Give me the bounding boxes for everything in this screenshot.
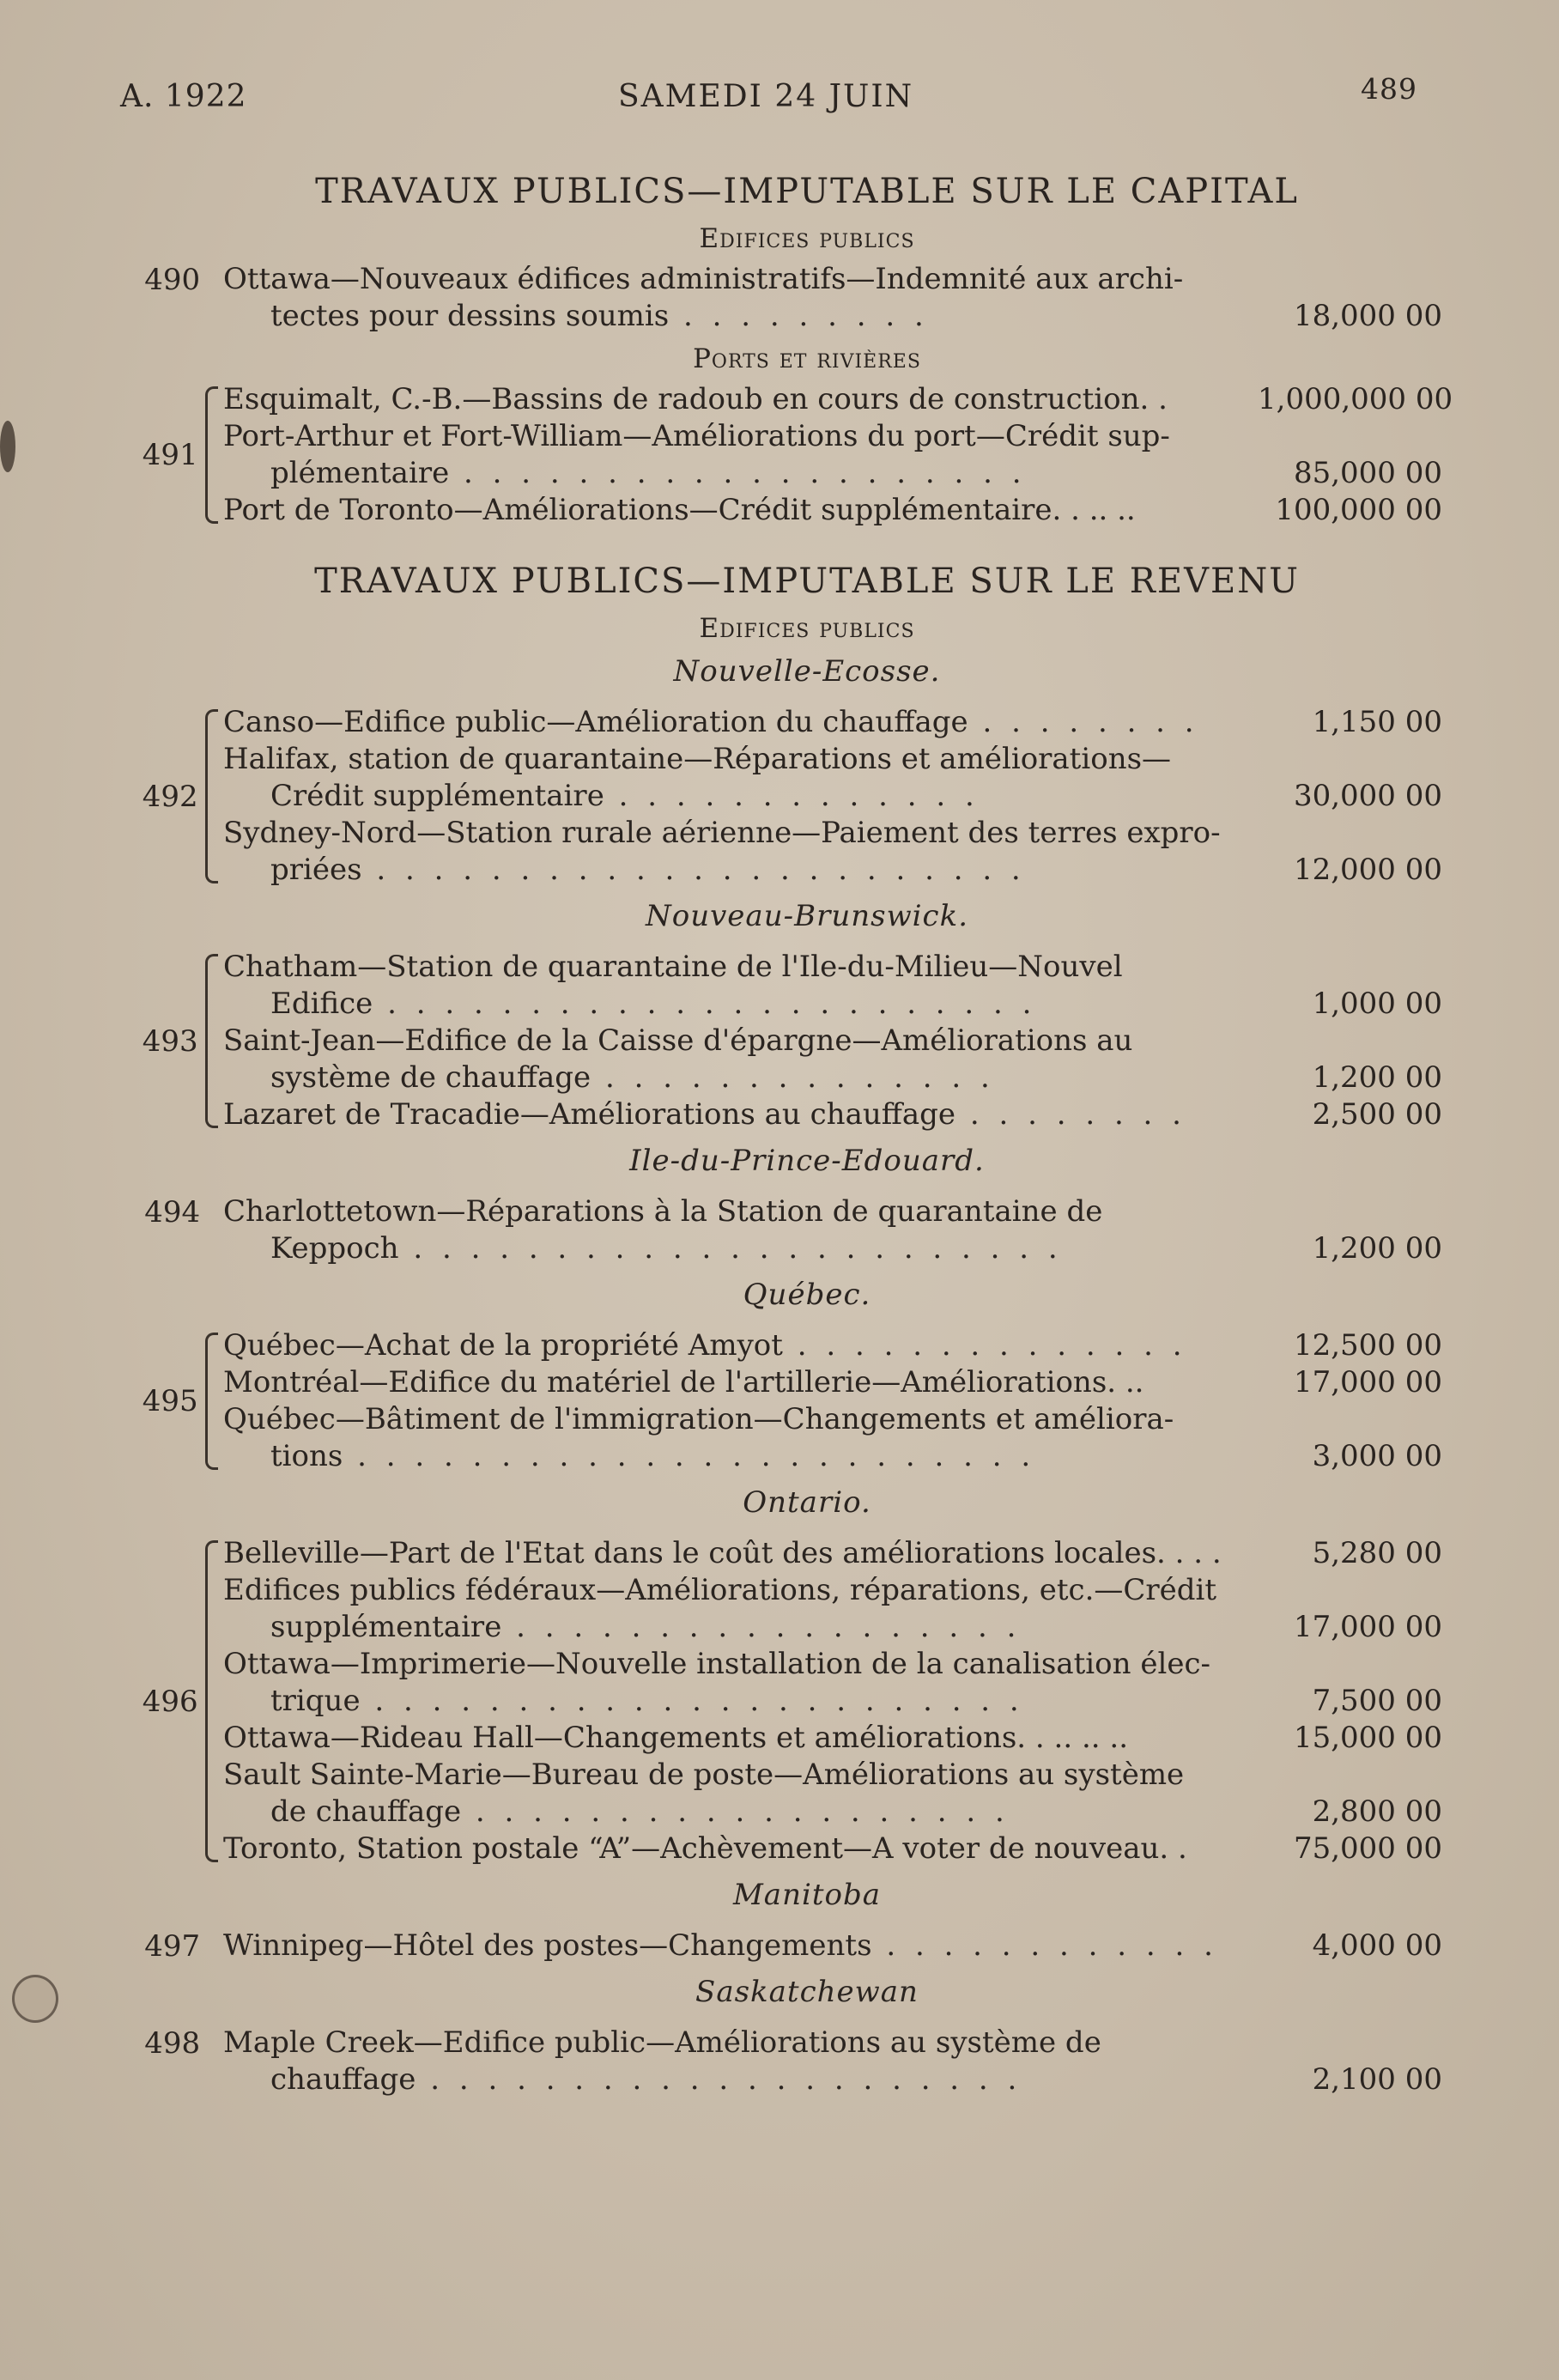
item-amount: 17,000 00 — [1293, 1365, 1442, 1399]
item-description — [223, 1401, 1258, 1475]
item-text: Chatham—Station de quarantaine de l'Ile-du-Milieu—Nouvel — [223, 950, 1123, 984]
item-text: Toronto, Station postale “A”—Achèvement—A voter de nouveau. . — [223, 1831, 1187, 1866]
vote-items — [223, 1327, 1442, 1475]
brace-spacer — [207, 1199, 218, 1262]
item-amount: 1,150 00 — [1312, 705, 1442, 739]
vote-items — [223, 1928, 1442, 1964]
line-item — [223, 1023, 1442, 1096]
item-amount: 2,500 00 — [1312, 1097, 1442, 1132]
item-text-continued: trique . . . . . . . . . . . . . . . . . . . . . . . — [270, 1684, 1024, 1718]
brace-mark — [205, 1333, 218, 1470]
province-heading: Manitoba — [732, 1878, 882, 1912]
item-text-continued: chauffage . . . . . . . . . . . . . . . . . . . . . — [270, 2062, 1022, 2097]
item-text: Ottawa—Nouveaux édifices administratifs—Indemnité aux archi- — [223, 262, 1184, 296]
item-text: Saint-Jean—Edifice de la Caisse d'épargne—Améliorations au — [223, 1023, 1133, 1058]
brace-mark — [205, 954, 218, 1128]
item-text-continued: supplémentaire . . . . . . . . . . . . . . . . . . — [270, 1610, 1022, 1644]
item-amount: 17,000 00 — [1293, 1610, 1442, 1644]
item-description — [223, 1928, 1258, 1964]
leader-dots: . . . . . . . . . . . . . — [604, 779, 980, 813]
item-text-continued: de chauffage . . . . . . . . . . . . . . . . . . . — [270, 1794, 1010, 1829]
item-text: Port-Arthur et Fort-William—Améliorations du port—Crédit sup- — [223, 419, 1170, 453]
item-amount: 5,280 00 — [1312, 1536, 1442, 1570]
item-description — [223, 418, 1258, 492]
item-text-continued: tions . . . . . . . . . . . . . . . . . . . . . . . . — [270, 1439, 1036, 1473]
vote-items — [223, 261, 1442, 335]
item-text-continued: tectes pour dessins soumis . . . . . . . . . — [270, 299, 929, 333]
item-text: Sault Sainte-Marie—Bureau de poste—Améliorations au système — [223, 1758, 1185, 1792]
item-text-continued: système de chauffage . . . . . . . . . . . . . . — [270, 1060, 995, 1095]
item-text: Montréal—Edifice du matériel de l'artillerie—Améliorations. .. — [223, 1365, 1144, 1399]
line-item — [223, 1096, 1442, 1133]
item-amount: 85,000 00 — [1293, 456, 1442, 490]
item-description — [223, 1535, 1258, 1572]
item-amount: 3,000 00 — [1312, 1439, 1442, 1473]
line-item — [223, 1928, 1442, 1964]
item-description — [223, 1572, 1258, 1646]
item-description — [223, 381, 1258, 418]
item-description — [223, 2025, 1258, 2098]
leader-dots: . . . . . . . . . . . . — [871, 1928, 1218, 1963]
leader-dots: . . . . . . . . . . . . . . — [591, 1060, 995, 1095]
item-text: Ottawa—Imprimerie—Nouvelle installation de la canalisation élec- — [223, 1647, 1210, 1681]
line-item — [223, 1535, 1442, 1572]
item-description — [223, 1023, 1258, 1096]
vote-number: 497 — [144, 1929, 201, 1964]
line-item — [223, 1757, 1442, 1831]
item-amount: 12,000 00 — [1293, 853, 1442, 887]
item-amount: 4,000 00 — [1312, 1928, 1442, 1963]
item-amount: 1,000,000 00 — [1258, 382, 1453, 416]
item-amount: 100,000 00 — [1275, 493, 1442, 527]
line-item — [223, 1572, 1442, 1646]
subsection-heading: Edifices publics — [699, 613, 915, 644]
leader-dots: . . . . . . . . . . . . . . . . . . . . . . . — [373, 987, 1037, 1021]
vote-group — [137, 261, 1442, 335]
line-item — [223, 261, 1442, 335]
page-number: 489 — [1361, 72, 1417, 106]
item-description — [223, 492, 1258, 529]
line-item — [223, 381, 1453, 418]
section-title: TRAVAUX PUBLICS—IMPUTABLE SUR LE REVENU — [314, 562, 1300, 601]
vote-group — [137, 2025, 1442, 2098]
item-amount: 12,500 00 — [1293, 1328, 1442, 1363]
vote-number: 492 — [142, 779, 198, 814]
province-heading: Ile-du-Prince-Edouard. — [629, 1144, 985, 1178]
leader-dots: . . . . . . . . . . . . . . — [782, 1328, 1187, 1363]
item-amount: 2,800 00 — [1312, 1794, 1442, 1829]
line-item — [223, 949, 1442, 1023]
leader-dots: . . . . . . . . . . . . . . . . . . . . . . . — [361, 853, 1026, 887]
item-text: Lazaret de Tracadie—Améliorations au chauffage . . . . . . . . — [223, 1097, 1186, 1132]
item-description — [223, 1364, 1258, 1401]
line-item — [223, 418, 1442, 492]
leader-dots: . . . . . . . . . . . . . . . . . . . . . . . — [398, 1231, 1063, 1266]
item-text: Esquimalt, C.-B.—Bassins de radoub en cours de construction. . — [223, 382, 1168, 416]
brace-mark — [205, 709, 218, 883]
brace-spacer — [207, 2030, 218, 2093]
line-item — [223, 1831, 1442, 1867]
line-item — [223, 2025, 1442, 2098]
item-description — [223, 815, 1258, 889]
vote-items — [223, 1193, 1442, 1267]
subsection-heading: Ports et rivières — [693, 343, 921, 374]
brace-mark — [205, 1540, 218, 1862]
item-amount: 75,000 00 — [1293, 1831, 1442, 1866]
item-text: Québec—Achat de la propriété Amyot . . . . . . . . . . . . . . — [223, 1328, 1187, 1363]
vote-items — [223, 381, 1453, 529]
item-text: Québec—Bâtiment de l'immigration—Changements et améliora- — [223, 1402, 1174, 1436]
line-item — [223, 492, 1442, 529]
vote-number: 496 — [142, 1684, 198, 1719]
vote-number: 494 — [144, 1195, 201, 1229]
item-amount: 1,200 00 — [1312, 1060, 1442, 1095]
line-item — [223, 815, 1442, 889]
item-text: Edifices publics fédéraux—Améliorations, réparations, etc.—Crédit — [223, 1573, 1217, 1607]
item-description — [223, 1096, 1258, 1133]
leader-dots: . . . . . . . . . . . . . . . . . . . . . . . . — [343, 1439, 1036, 1473]
line-item — [223, 1364, 1442, 1401]
vote-number: 491 — [142, 438, 198, 472]
line-item — [223, 1646, 1442, 1720]
vote-group — [137, 704, 1442, 889]
item-text: Halifax, station de quarantaine—Réparations et améliorations— — [223, 742, 1172, 776]
binding-hole-mark — [12, 1975, 58, 2023]
item-description — [223, 1193, 1258, 1267]
leader-dots: . . . . . . . . — [955, 1097, 1186, 1132]
vote-number: 490 — [144, 263, 201, 297]
item-description — [223, 1831, 1258, 1867]
vote-items — [223, 2025, 1442, 2098]
item-amount: 15,000 00 — [1293, 1721, 1442, 1755]
document-body — [137, 172, 1453, 2107]
province-heading: Québec. — [743, 1278, 871, 1312]
header-year: A. 1922 — [120, 79, 247, 114]
section-spacer — [137, 537, 1442, 562]
header-date: SAMEDI 24 JUIN — [618, 79, 914, 114]
item-description — [223, 949, 1258, 1023]
vote-items — [223, 1535, 1442, 1867]
item-description — [223, 704, 1258, 741]
item-description — [223, 1720, 1258, 1757]
item-description — [223, 1757, 1258, 1831]
subsection-heading: Edifices publics — [699, 223, 915, 254]
item-description — [223, 1327, 1258, 1364]
province-heading: Nouvelle-Ecosse. — [673, 654, 941, 689]
item-text-continued: Keppoch . . . . . . . . . . . . . . . . . . . . . . . — [270, 1231, 1063, 1266]
vote-items — [223, 704, 1442, 889]
brace-spacer — [207, 1933, 218, 1959]
item-amount: 1,000 00 — [1312, 987, 1442, 1021]
section-title: TRAVAUX PUBLICS—IMPUTABLE SUR LE CAPITAL — [315, 172, 1299, 211]
vote-number: 495 — [142, 1384, 198, 1418]
brace-mark — [205, 386, 218, 524]
item-text-continued: Crédit supplémentaire . . . . . . . . . . . . . — [270, 779, 980, 813]
line-item — [223, 741, 1442, 815]
item-description — [223, 741, 1258, 815]
vote-group — [137, 1327, 1442, 1475]
brace-spacer — [207, 266, 218, 330]
item-text: Ottawa—Rideau Hall—Changements et améliorations. . .. .. .. — [223, 1721, 1128, 1755]
vote-number: 493 — [142, 1023, 198, 1059]
leader-dots: . . . . . . . . . . . . . . . . . . . . . — [416, 2062, 1022, 2097]
item-text-continued: plémentaire . . . . . . . . . . . . . . . . . . . . — [270, 456, 1027, 490]
vote-group — [137, 381, 1453, 529]
vote-group — [137, 1928, 1442, 1964]
item-text: Winnipeg—Hôtel des postes—Changements . . . . . . . . . . . . — [223, 1928, 1218, 1963]
item-amount: 18,000 00 — [1293, 299, 1442, 333]
line-item — [223, 704, 1442, 741]
item-amount: 30,000 00 — [1293, 779, 1442, 813]
province-heading: Nouveau-Brunswick. — [645, 899, 968, 933]
line-item — [223, 1193, 1442, 1267]
item-text: Maple Creek—Edifice public—Améliorations au système de — [223, 2025, 1101, 2060]
item-amount: 2,100 00 — [1312, 2062, 1442, 2097]
line-item — [223, 1327, 1442, 1364]
province-heading: Saskatchewan — [695, 1975, 919, 2009]
leader-dots: . . . . . . . . . . . . . . . . . . . . — [449, 456, 1027, 490]
item-description — [223, 1646, 1258, 1720]
leader-dots: . . . . . . . . . . . . . . . . . . — [501, 1610, 1022, 1644]
vote-group — [137, 1193, 1442, 1267]
province-heading: Ontario. — [743, 1485, 871, 1520]
vote-group — [137, 1535, 1442, 1867]
item-text-continued: Edifice . . . . . . . . . . . . . . . . . . . . . . . — [270, 987, 1037, 1021]
leader-dots: . . . . . . . . — [968, 705, 1199, 739]
item-text: Charlottetown—Réparations à la Station de quarantaine de — [223, 1194, 1103, 1229]
item-description — [223, 261, 1258, 335]
item-amount: 1,200 00 — [1312, 1231, 1442, 1266]
item-text: Belleville—Part de l'Etat dans le coût des améliorations locales. . . . — [223, 1536, 1222, 1570]
vote-number: 498 — [144, 2026, 201, 2061]
leader-dots: . . . . . . . . . . . . . . . . . . . . . . . — [360, 1684, 1024, 1718]
item-text: Port de Toronto—Améliorations—Crédit supplémentaire. . .. .. — [223, 493, 1136, 527]
vote-items — [223, 949, 1442, 1133]
item-text: Sydney-Nord—Station rurale aérienne—Paiement des terres expro- — [223, 816, 1221, 850]
item-amount: 7,500 00 — [1312, 1684, 1442, 1718]
line-item — [223, 1720, 1442, 1757]
leader-dots: . . . . . . . . . . . . . . . . . . . — [461, 1794, 1010, 1829]
binding-hole-mark — [0, 421, 15, 472]
line-item — [223, 1401, 1442, 1475]
vote-group — [137, 949, 1442, 1133]
item-text-continued: priées . . . . . . . . . . . . . . . . . . . . . . . — [270, 853, 1026, 887]
leader-dots: . . . . . . . . . — [669, 299, 929, 333]
item-text: Canso—Edifice public—Amélioration du chauffage . . . . . . . . — [223, 705, 1199, 739]
